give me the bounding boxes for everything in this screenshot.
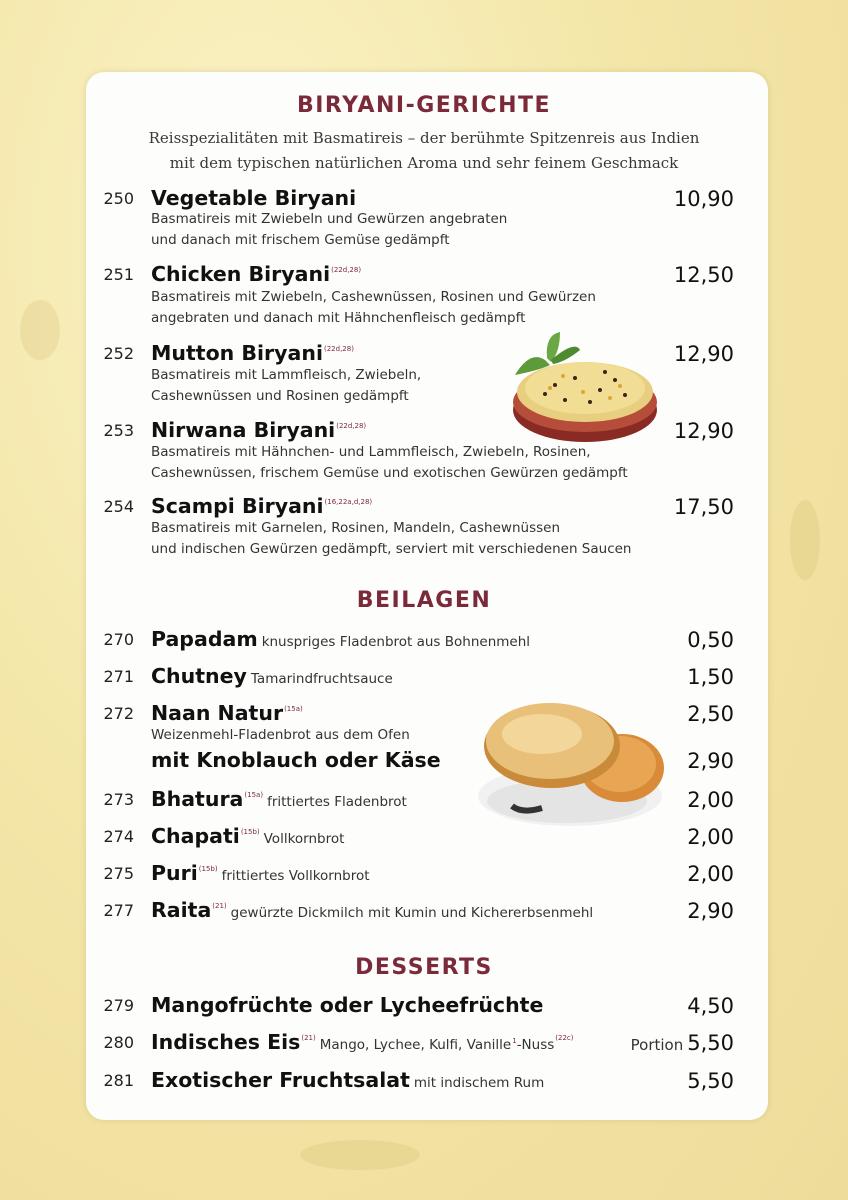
allergen-codes: (22c) [555, 1034, 574, 1042]
item-name: Chicken Biryani$^{(22d,28)}$ [151, 262, 362, 286]
item-description: mit indischem Rum [413, 1075, 545, 1091]
item-name: Chutney Tamarindfruchtsauce [151, 664, 393, 688]
item-name: Chapati$^{(15b)}$ Vollkornbrot [151, 824, 345, 848]
item-number: 277 [103, 901, 134, 920]
item-description-line1: Basmatireis mit Garnelen, Rosinen, Mandeln, Cashewnüssen [151, 520, 560, 536]
footnote-marker: 1 [512, 1037, 517, 1045]
allergen-codes: (15a) [284, 705, 303, 713]
item-description: frittiertes Fladenbrot [267, 794, 407, 810]
item-name: Vegetable Biryani [151, 186, 357, 210]
allergen-codes: (16,22a,d,28) [324, 498, 373, 506]
item-name: Raita$^{(21)}$ gewürzte Dickmilch mit Kumin und Kichererbsenmehl [151, 898, 594, 922]
item-price: 5,50 [687, 1069, 734, 1093]
allergen-codes: (15b) [240, 828, 260, 836]
item-name: Mangofrüchte oder Lycheefrüchte [151, 993, 544, 1017]
item-price: 2,00 [687, 825, 734, 849]
item-name: Indisches Eis$^{(21)}$ Mango, Lychee, Kulfi, Vanille$^1$-Nuss$^{(22c)}$ [151, 1030, 574, 1054]
item-number: 275 [103, 864, 134, 883]
item-name: Exotischer Fruchtsalat mit indischem Rum [151, 1068, 545, 1092]
item-price: 10,90 [673, 187, 734, 211]
item-name: Papadam knuspriges Fladenbrot aus Bohnenmehl [151, 627, 531, 651]
item-description: Weizenmehl-Fladenbrot aus dem Ofen [151, 727, 410, 743]
item-number: 254 [103, 497, 134, 516]
item-price: 0,50 [687, 628, 734, 652]
item-number: 272 [103, 704, 134, 723]
item-name: Mutton Biryani$^{(22d,28)}$ [151, 341, 354, 365]
allergen-codes: (22d,28) [324, 345, 354, 353]
item-name: Naan Natur$^{(15a)}$ [151, 701, 303, 725]
item-description: Mango, Lychee, Kulfi, Vanille$^1$-Nuss$^{(22c)}$ [319, 1034, 574, 1053]
item-number: 271 [103, 667, 134, 686]
item-price: 12,90 [673, 342, 734, 366]
allergen-codes: (15a) [244, 791, 264, 799]
section-title-beilagen: BEILAGEN [356, 588, 492, 613]
item-description-line1: Basmatireis mit Lammfleisch, Zwiebeln, [151, 367, 422, 383]
item-price: 12,90 [673, 419, 734, 443]
portion-label: Portion [630, 1036, 684, 1054]
item-price: 4,50 [687, 994, 734, 1018]
item-number: 252 [103, 344, 134, 363]
item-name: Scampi Biryani$^{(16,22a,d,28)}$ [151, 494, 373, 518]
item-number: 273 [103, 790, 134, 809]
item-description: gewürzte Dickmilch mit Kumin und Kichererbsenmehl [230, 905, 594, 921]
paper-texture-speck [20, 300, 60, 360]
item-number: 280 [103, 1033, 134, 1052]
item-number: 250 [103, 189, 134, 208]
item-variant: mit Knoblauch oder Käse [151, 748, 441, 772]
item-description-line2: und indischen Gewürzen gedämpft, serviert mit verschiedenen Saucen [151, 541, 632, 557]
item-description: frittiertes Vollkornbrot [221, 868, 370, 884]
section-subtitle-line2: mit dem typischen natürlichen Aroma und sehr feinem Geschmack [169, 154, 679, 172]
allergen-codes: (22d,28) [336, 422, 367, 430]
item-description-line1: Basmatireis mit Hähnchen- und Lammfleisch, Zwiebeln, Rosinen, [151, 444, 591, 460]
allergen-codes: (22d,28) [331, 266, 362, 274]
item-price: Portion 5,50 [630, 1031, 734, 1055]
item-price: 1,50 [687, 665, 734, 689]
item-number: 279 [103, 996, 134, 1015]
item-name: Puri$^{(15b)}$ frittiertes Vollkornbrot [151, 861, 370, 885]
item-price: 2,00 [687, 788, 734, 812]
paper-texture-speck [790, 500, 820, 580]
item-number: 281 [103, 1071, 134, 1090]
allergen-codes: (21) [301, 1034, 316, 1042]
item-price: 2,90 [687, 899, 734, 923]
item-number: 251 [103, 265, 134, 284]
item-number: 274 [103, 827, 134, 846]
item-description: knuspriges Fladenbrot aus Bohnenmehl [261, 634, 531, 650]
item-name: Bhatura$^{(15a)}$ frittiertes Fladenbrot [151, 787, 407, 811]
item-description-line2: angebraten und danach mit Hähnchenfleisch gedämpft [151, 310, 526, 326]
item-price: 12,50 [673, 263, 734, 287]
paper-texture-speck [300, 1140, 420, 1170]
item-description-line2: Cashewnüssen, frischem Gemüse und exotischen Gewürzen gedämpft [151, 465, 628, 481]
item-description-line2: Cashewnüssen und Rosinen gedämpft [151, 388, 409, 404]
bhatura-bread-photo [472, 696, 668, 830]
section-title-desserts: DESSERTS [355, 955, 493, 980]
item-description-line2: und danach mit frischem Gemüse gedämpft [151, 232, 450, 248]
item-price: 17,50 [673, 495, 734, 519]
allergen-codes: (21) [212, 902, 227, 910]
biryani-dish-photo [505, 330, 665, 448]
item-description-line1: Basmatireis mit Zwiebeln und Gewürzen angebraten [151, 211, 508, 227]
item-description: Vollkornbrot [263, 831, 345, 847]
section-subtitle-line1: Reisspezialitäten mit Basmatireis – der berühmte Spitzenreis aus Indien [148, 129, 700, 147]
item-description-line1: Basmatireis mit Zwiebeln, Cashewnüssen, Rosinen und Gewürzen [151, 289, 596, 305]
item-name: Nirwana Biryani$^{(22d,28)}$ [151, 418, 367, 442]
item-variant-price: 2,90 [687, 749, 734, 773]
item-number: 270 [103, 630, 134, 649]
item-number: 253 [103, 421, 134, 440]
item-description: Tamarindfruchtsauce [250, 671, 393, 687]
section-title-biryani: BIRYANI-GERICHTE [296, 93, 552, 118]
allergen-codes: (15b) [198, 865, 218, 873]
item-price: 2,50 [687, 702, 734, 726]
item-price: 2,00 [687, 862, 734, 886]
